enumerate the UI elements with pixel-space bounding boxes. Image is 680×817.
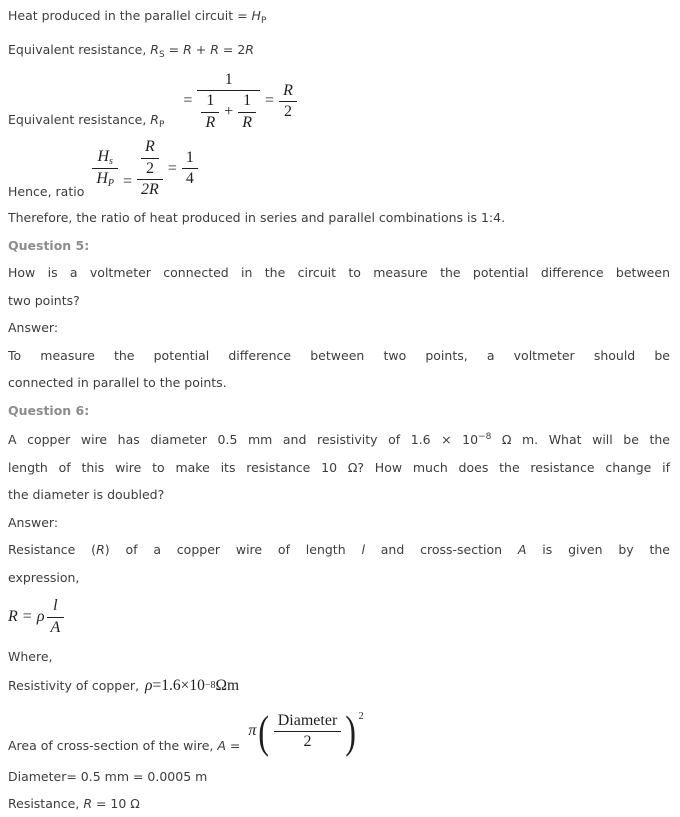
question5-heading: Question 5: xyxy=(8,237,90,253)
l-over-a-fraction: $\frac{l}{A}$ xyxy=(47,597,65,637)
rho-symbol: ρ xyxy=(36,607,45,625)
answer6-line1: Resistance (R) of a copper wire of length l and cross-section A is given by the xyxy=(8,542,670,557)
question5-line1: How is a voltmeter connected in the circuit to measure the potential difference between xyxy=(8,265,670,280)
heat-symbol: H xyxy=(251,8,261,23)
series-r3: R xyxy=(210,41,219,57)
squared-exponent: 2 xyxy=(358,710,364,722)
r-symbol: R xyxy=(8,607,18,625)
equals-sign: = xyxy=(123,173,133,191)
r-over-2-fraction: $\frac{R}{2}$ xyxy=(279,82,297,122)
resistance-value-line: Resistance, R = 10 Ω xyxy=(8,796,140,811)
r-over-2-fraction: $\frac{R}{2}$ xyxy=(141,138,159,178)
question5-line2: two points? xyxy=(8,292,80,308)
parallel-r-subscript: P xyxy=(158,120,165,130)
exponent: −8 xyxy=(204,679,216,691)
answer5-label: Answer: xyxy=(8,320,59,335)
answer6-line2: expression, xyxy=(8,569,80,585)
answer6-label: Answer: xyxy=(8,514,59,530)
answer5-line1: To measure the potential difference between two points, a voltmeter should be xyxy=(8,347,670,363)
hs-over-hp-fraction: $\frac{Hs}{HP}$ xyxy=(92,148,118,190)
close-paren: ) xyxy=(345,705,357,757)
pi-symbol: π xyxy=(248,722,257,740)
area-formula xyxy=(248,705,364,757)
parallel-resistance-formula xyxy=(178,71,296,132)
nested-ratio-fraction: $\frac{\frac{R}{2}}{2R}$ xyxy=(137,138,163,199)
resistance-formula xyxy=(8,597,64,637)
heat-subscript: P xyxy=(260,16,267,26)
ohm-meter-unit: Ωm xyxy=(215,676,240,694)
diameter-over-2-fraction: $\frac{\text{Diameter}}{2}$ xyxy=(274,712,342,752)
heat-parallel-line xyxy=(8,2,670,36)
area-symbol: A xyxy=(517,542,527,557)
series-r4: R xyxy=(245,41,254,57)
series-eq2: = 2 xyxy=(218,41,246,57)
question6-line2: length of this wire to make its resistance 10 Ω? How much does the resistance change if xyxy=(8,459,670,475)
series-resistance-line xyxy=(8,36,670,70)
series-resistance-text: Equivalent resistance, xyxy=(8,41,151,57)
parallel-label-text: Equivalent resistance, xyxy=(8,112,151,127)
exponent: −8 xyxy=(478,432,492,442)
question6-line3: the diameter is doubled? xyxy=(8,487,165,502)
heat-ratio-equation xyxy=(8,134,670,204)
r-symbol: R xyxy=(83,796,92,811)
series-r-subscript: S xyxy=(158,49,165,60)
plus-sign: + xyxy=(224,102,234,120)
one-quarter-fraction: $\frac{1}{4}$ xyxy=(182,149,198,189)
question6-line1 xyxy=(8,424,670,454)
one-over-r-fraction: $\frac{1}{R}$ xyxy=(238,92,256,132)
therefore-line: Therefore, the ratio of heat produced in series and parallel combinations is 1:4. xyxy=(8,210,506,225)
resistivity-formula: ρ =1.6×10 −8 Ωm xyxy=(145,676,240,694)
equals-sign: = xyxy=(183,92,193,110)
length-symbol: l xyxy=(361,542,365,557)
fraction-denominator xyxy=(197,91,260,132)
series-plus: + xyxy=(191,41,211,57)
answer5-line2: connected in parallel to the points. xyxy=(8,375,227,390)
where-line: Where, xyxy=(8,649,53,664)
area-label: Area of cross-section of the wire, A = xyxy=(8,737,241,753)
equals-sign: = xyxy=(265,92,275,110)
resistivity-label: Resistivity of copper, xyxy=(8,678,140,693)
equals-sign: = xyxy=(22,607,32,625)
heat-parallel-text: Heat produced in the parallel circuit = xyxy=(8,8,252,23)
question6-line1-text-a: A copper wire has diameter 0.5 mm and resistivity of 1.6 × 10 xyxy=(8,432,479,447)
ratio-label: Hence, ratio xyxy=(8,184,85,199)
series-eq1: = xyxy=(164,41,184,57)
question6-heading: Question 6: xyxy=(8,402,90,418)
reciprocal-fraction xyxy=(197,71,260,132)
diameter-line: Diameter= 0.5 mm = 0.0005 m xyxy=(8,768,208,784)
parallel-resistance-equation xyxy=(8,69,670,134)
r-symbol: R xyxy=(96,542,105,557)
resistance-formula-equation xyxy=(8,591,670,643)
fraction-numerator: 1 xyxy=(197,71,260,91)
area-equation xyxy=(8,701,670,763)
series-r-symbol: R xyxy=(150,41,159,57)
parallel-r-symbol: R xyxy=(150,112,159,127)
question6-line1-text-b: Ω m. What will be the xyxy=(491,432,670,447)
series-r2: R xyxy=(183,41,192,57)
equals-sign: = xyxy=(167,159,177,177)
rho-symbol: ρ xyxy=(145,676,153,694)
open-paren: ( xyxy=(258,705,270,757)
resistivity-line xyxy=(8,671,670,701)
parallel-resistance-label xyxy=(8,112,164,130)
area-symbol: A xyxy=(217,737,226,753)
heat-ratio-formula xyxy=(92,138,198,199)
one-over-r-fraction: $\frac{1}{R}$ xyxy=(201,92,219,132)
